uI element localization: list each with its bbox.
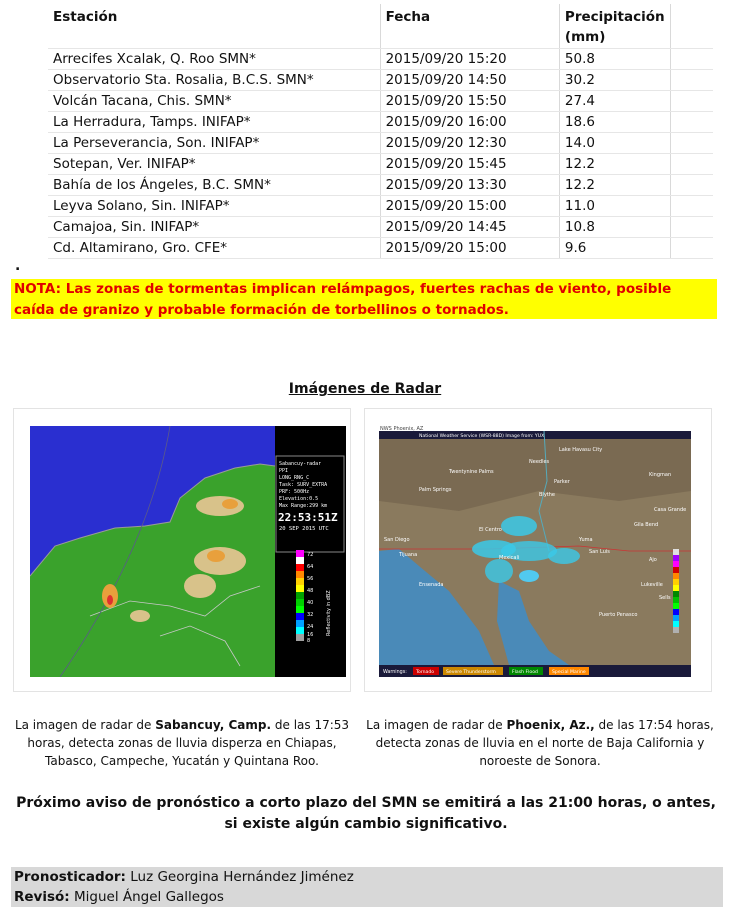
table-row: [48, 196, 713, 217]
station-cell: Volcán Tacana, Chis. SMN*: [48, 91, 380, 112]
colorbar-swatch: [673, 597, 679, 603]
station-cell: La Perseverancia, Son. INIFAP*: [48, 133, 380, 154]
sabancuy-caption: [12, 716, 352, 770]
station-cell: Observatorio Sta. Rosalia, B.C.S. SMN*: [48, 70, 380, 91]
place-label: Lake Havasu City: [559, 447, 603, 453]
station-cell: Arrecifes Xcalak, Q. Roo SMN*: [48, 49, 380, 70]
station-cell: Bahía de los Ángeles, B.C. SMN*: [48, 175, 380, 196]
caption-text: de las 17:53 horas, detecta zonas de lluvia disperza en Chiapas, Tabasco, Campeche, Yucatán y Quintana Roo.: [27, 718, 350, 768]
forecaster-line: [14, 867, 720, 887]
colorbar-swatch: [296, 585, 304, 592]
place-label: Tijuana: [399, 552, 418, 558]
forecaster-name: Luz Georgina Hernández Jiménez: [130, 869, 354, 885]
header-empty: [670, 4, 713, 49]
place-label: Sells: [659, 595, 671, 601]
colorbar-swatch: [296, 578, 304, 585]
rain-echo: [485, 559, 513, 583]
colorbar-tick: 48: [307, 588, 314, 594]
caption-place: Phoenix, Az.,: [506, 718, 595, 732]
colorbar-tick: 56: [307, 576, 314, 582]
radar-date: 20 SEP 2015 UTC: [279, 526, 329, 532]
table-row: [48, 49, 713, 70]
colorbar-label: Reflectivity in dBZ: [326, 590, 332, 636]
rain-echo: [130, 610, 150, 622]
radar-section-title: Imágenes de Radar: [288, 381, 442, 397]
forecaster-label: Pronosticador:: [14, 869, 126, 885]
place-label: Yuma: [579, 537, 593, 543]
date-cell: 2015/09/20 15:50: [380, 91, 559, 112]
legend-severe: Severe Thunderstorm: [446, 670, 496, 675]
station-name: NWS Phoenix, AZ: [380, 426, 424, 431]
date-cell: 2015/09/20 14:45: [380, 217, 559, 238]
caption-text: La imagen de radar de: [14, 718, 156, 732]
place-label: Needles: [529, 459, 550, 465]
sabancuy-radar-image: [30, 426, 346, 677]
phoenix-caption: [360, 716, 720, 770]
empty-cell: [670, 70, 713, 91]
station-cell: La Herradura, Tamps. INIFAP*: [48, 112, 380, 133]
phoenix-radar-image: [379, 431, 691, 677]
colorbar-swatch: [673, 603, 679, 609]
colorbar-swatch: [673, 627, 679, 633]
colorbar-swatch: [296, 592, 304, 599]
date-cell: 2015/09/20 13:30: [380, 175, 559, 196]
colorbar-tick: 8: [307, 638, 311, 644]
precip-cell: 11.0: [559, 196, 670, 217]
rain-echo: [501, 516, 537, 536]
empty-cell: [670, 91, 713, 112]
date-cell: 2015/09/20 15:45: [380, 154, 559, 175]
colorbar-swatch: [673, 591, 679, 597]
colorbar-swatch: [296, 571, 304, 578]
place-label: Ajo: [649, 557, 657, 563]
date-cell: 2015/09/20 15:00: [380, 238, 559, 259]
precip-cell: 27.4: [559, 91, 670, 112]
station-cell: Sotepan, Ver. INIFAP*: [48, 154, 380, 175]
sabancuy-radar-map: [30, 426, 346, 677]
header-precipitation: Precipitación (mm): [559, 4, 670, 49]
date-cell: 2015/09/20 16:00: [380, 112, 559, 133]
colorbar-swatch: [296, 620, 304, 627]
reviewer-label: Revisó:: [14, 889, 70, 905]
place-label: Lukeville: [641, 582, 663, 588]
empty-cell: [670, 238, 713, 259]
warnings-label: Warnings:: [383, 670, 407, 675]
next-forecast-notice: Próximo aviso de pronóstico a corto plazo del SMN se emitirá a las 21:00 horas, o antes, si existe algún cambio significativo.: [16, 795, 716, 832]
colorbar-swatch: [673, 573, 679, 579]
place-label: Gila Bend: [634, 522, 659, 528]
radar-panel-line: Task: SURV_EXTRA: [279, 482, 328, 488]
precip-cell: 10.8: [559, 217, 670, 238]
place-label: El Centro: [479, 527, 502, 533]
phoenix-station-header: [365, 409, 711, 431]
colorbar-swatch: [296, 599, 304, 606]
colorbar-tick: 32: [307, 612, 314, 618]
table-header-row: [48, 4, 713, 49]
empty-cell: [670, 49, 713, 70]
station-cell: Cd. Altamirano, Gro. CFE*: [48, 238, 380, 259]
empty-cell: [670, 196, 713, 217]
radar-panel-line: PPI: [279, 468, 289, 474]
station-cell: Camajoa, Sin. INIFAP*: [48, 217, 380, 238]
phoenix-radar-map: [379, 431, 691, 677]
storm-warning-note: NOTA: Las zonas de tormentas implican relámpagos, fuertes rachas de viento, posible caída de granizo y probable formación de torbellinos o tornados.: [11, 279, 717, 319]
empty-cell: [670, 175, 713, 196]
precip-cell: 9.6: [559, 238, 670, 259]
colorbar-tick: 72: [307, 552, 314, 558]
colorbar-swatch: [296, 606, 304, 613]
table-row: [48, 91, 713, 112]
precip-cell: 18.6: [559, 112, 670, 133]
rain-echo: [519, 570, 539, 582]
caption-text: de las 17:54 horas, detecta zonas de lluvia en el norte de Baja California y noroeste de Sonora.: [375, 718, 714, 768]
colorbar-swatch: [673, 615, 679, 621]
colorbar-swatch: [296, 564, 304, 571]
station-cell: Leyva Solano, Sin. INIFAP*: [48, 196, 380, 217]
precip-cell: 12.2: [559, 175, 670, 196]
precip-cell: 50.8: [559, 49, 670, 70]
table-row: [48, 238, 713, 259]
header-station: Estación: [48, 4, 380, 49]
phoenix-radar-frame: [364, 408, 712, 692]
place-label: San Diego: [384, 537, 410, 543]
colorbar-swatch: [673, 555, 679, 561]
colorbar-tick: 16: [307, 632, 314, 638]
radar-panel-line: Max Range:299 km: [279, 503, 328, 509]
place-label: Mexicali: [499, 555, 520, 561]
table-row: [48, 112, 713, 133]
colorbar-swatch: [673, 609, 679, 615]
place-label: Blythe: [539, 492, 555, 498]
date-cell: 2015/09/20 15:20: [380, 49, 559, 70]
table-row: [48, 217, 713, 238]
rain-echo: [222, 499, 238, 509]
empty-cell: [670, 112, 713, 133]
colorbar-swatch: [296, 550, 304, 557]
legend-flood: Flash Flood: [512, 670, 538, 675]
colorbar-swatch: [673, 585, 679, 591]
stray-dot: .: [15, 258, 21, 274]
place-label: Palm Springs: [419, 487, 452, 493]
colorbar-swatch: [673, 579, 679, 585]
colorbar-swatch: [296, 613, 304, 620]
colorbar-swatch: [673, 549, 679, 555]
colorbar-swatch: [673, 621, 679, 627]
colorbar-swatch: [296, 557, 304, 564]
radar-time: 22:53:51Z: [278, 511, 338, 524]
radar-panel-line: Elevation:0.5: [279, 496, 319, 502]
empty-cell: [670, 133, 713, 154]
colorbar-swatch: [673, 567, 679, 573]
table-row: [48, 175, 713, 196]
place-label: Ensenada: [419, 582, 444, 588]
precip-cell: 14.0: [559, 133, 670, 154]
radar-panel-title: Sabancuy-radar: [279, 461, 322, 467]
reviewer-line: [14, 887, 720, 907]
place-label: San Luis: [589, 549, 610, 555]
rain-echo: [548, 548, 580, 564]
date-cell: 2015/09/20 14:50: [380, 70, 559, 91]
colorbar-tick: 40: [307, 600, 314, 606]
place-label: Puerto Penasco: [599, 612, 638, 618]
radar-panel-line: LONG_RNG_C: [279, 475, 310, 481]
place-label: Casa Grande: [654, 507, 687, 513]
table-row: [48, 133, 713, 154]
place-label: Parker: [554, 479, 570, 485]
place-label: Kingman: [649, 472, 672, 478]
legend-marine: Special Marine: [552, 670, 586, 675]
colorbar-tick: 64: [307, 564, 314, 570]
table-row: [48, 154, 713, 175]
precipitation-table: [48, 4, 713, 259]
rain-echo: [107, 595, 113, 605]
colorbar-swatch: [673, 561, 679, 567]
legend-tornado: Tornado: [416, 670, 435, 675]
reviewer-name: Miguel Ángel Gallegos: [73, 889, 224, 905]
rain-echo: [184, 574, 216, 598]
place-label: Twentynine Palms: [449, 469, 494, 475]
precip-cell: 12.2: [559, 154, 670, 175]
precip-cell: 30.2: [559, 70, 670, 91]
empty-cell: [670, 217, 713, 238]
colorbar-swatch: [296, 627, 304, 634]
colorbar-tick: 24: [307, 624, 314, 630]
image-header-text: National Weather Service (WSR-88D) Image from: YUX: [419, 434, 545, 439]
radar-panel-line: PRF: 500Hz: [279, 489, 310, 495]
caption-text: La imagen de radar de: [366, 718, 507, 732]
table-row: [48, 70, 713, 91]
colorbar-swatch: [296, 634, 304, 641]
empty-cell: [670, 154, 713, 175]
caption-place: Sabancuy, Camp.: [155, 718, 272, 732]
credits-block: [11, 867, 723, 907]
header-date: Fecha: [380, 4, 559, 49]
date-cell: 2015/09/20 15:00: [380, 196, 559, 217]
rain-echo: [207, 550, 225, 562]
date-cell: 2015/09/20 12:30: [380, 133, 559, 154]
dbz-colorbar: [673, 549, 679, 633]
sabancuy-radar-frame: [13, 408, 351, 692]
